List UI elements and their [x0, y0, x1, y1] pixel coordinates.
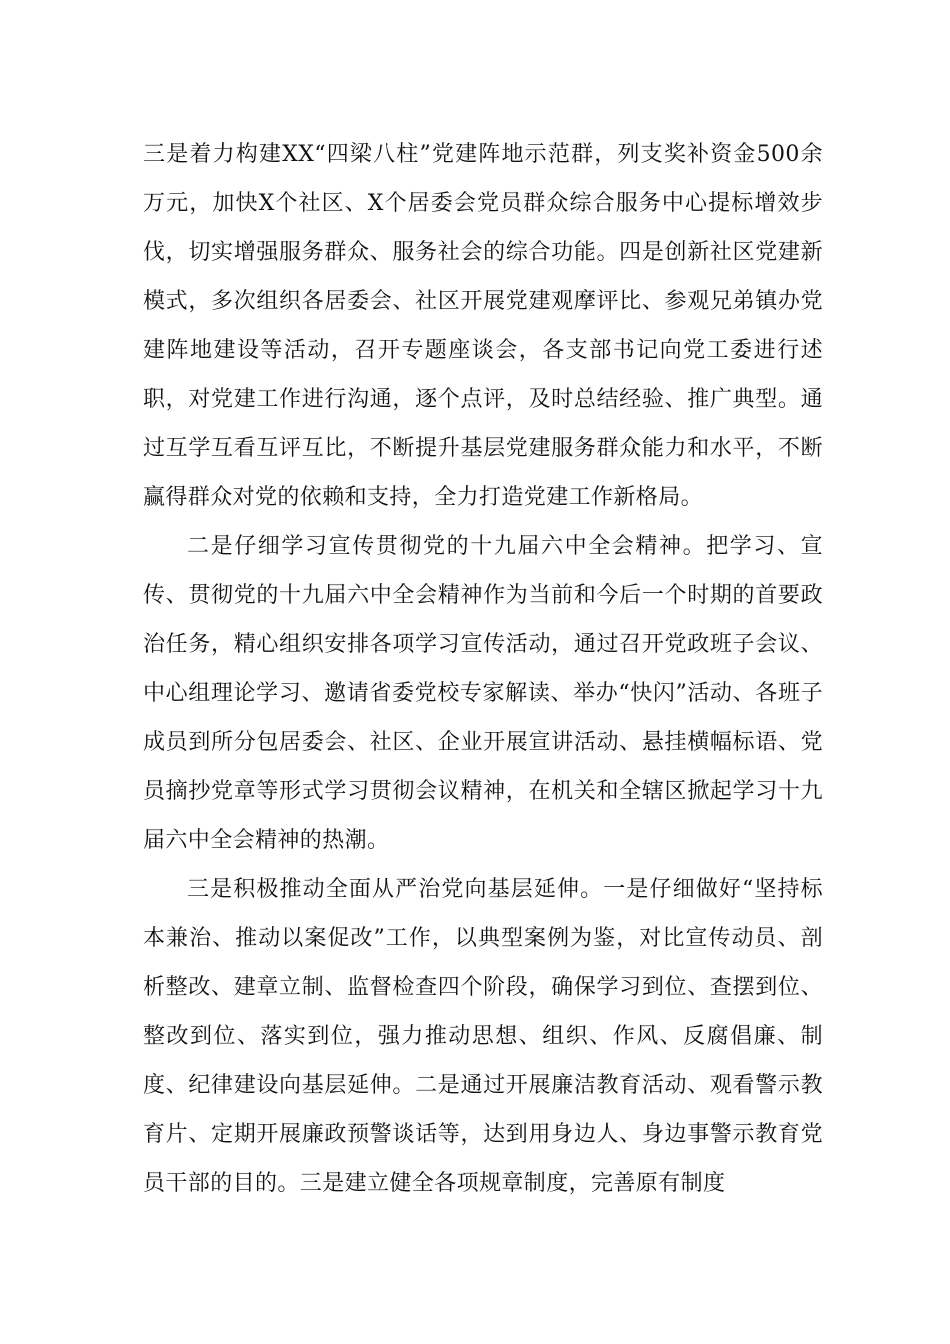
- document-body: [143, 130, 823, 1208]
- paragraph-2: 二是仔细学习宣传贯彻党的十九届六中全会精神。把学习、宣传、贯彻党的十九届六中全会精神作为当前和今后一个时期的首要政治任务，精心组织安排各项学习宣传活动，通过召开党政班子会议、中心组理论学习、邀请省委党校专家解读、举办“快闪”活动、各班子成员到所分包居委会、社区、企业开展宣讲活动、悬挂横幅标语、党员摘抄党章等形式学习贯彻会议精神，在机关和全辖区掀起学习十九届六中全会精神的热潮。: [143, 534, 823, 853]
- paragraph-1: 三是着力构建XX“四梁八柱”党建阵地示范群，列支奖补资金500余万元，加快X个社区、X个居委会党员群众综合服务中心提标增效步伐，切实增强服务群众、服务社会的综合功能。四是创新社区党建新模式，多次组织各居委会、社区开展党建观摩评比、参观兄弟镇办党建阵地建设等活动，召开专题座谈会，各支部书记向党工委进行述职，对党建工作进行沟通，逐个点评，及时总结经验、推广典型。通过互学互看互评互比，不断提升基层党建服务群众能力和水平，不断赢得群众对党的依赖和支持，全力打造党建工作新格局。: [143, 142, 823, 510]
- paragraph-3: 三是积极推动全面从严治党向基层延伸。一是仔细做好“坚持标本兼治、推动以案促改”工作，以典型案例为鉴，对比宣传动员、剖析整改、建章立制、监督检查四个阶段，确保学习到位、查摆到位、整改到位、落实到位，强力推动思想、组织、作风、反腐倡廉、制度、纪律建设向基层延伸。二是通过开展廉洁教育活动、观看警示教育片、定期开展廉政预警谈话等，达到用身边人、身边事警示教育党员干部的目的。三是建立健全各项规章制度，完善原有制度: [143, 877, 823, 1196]
